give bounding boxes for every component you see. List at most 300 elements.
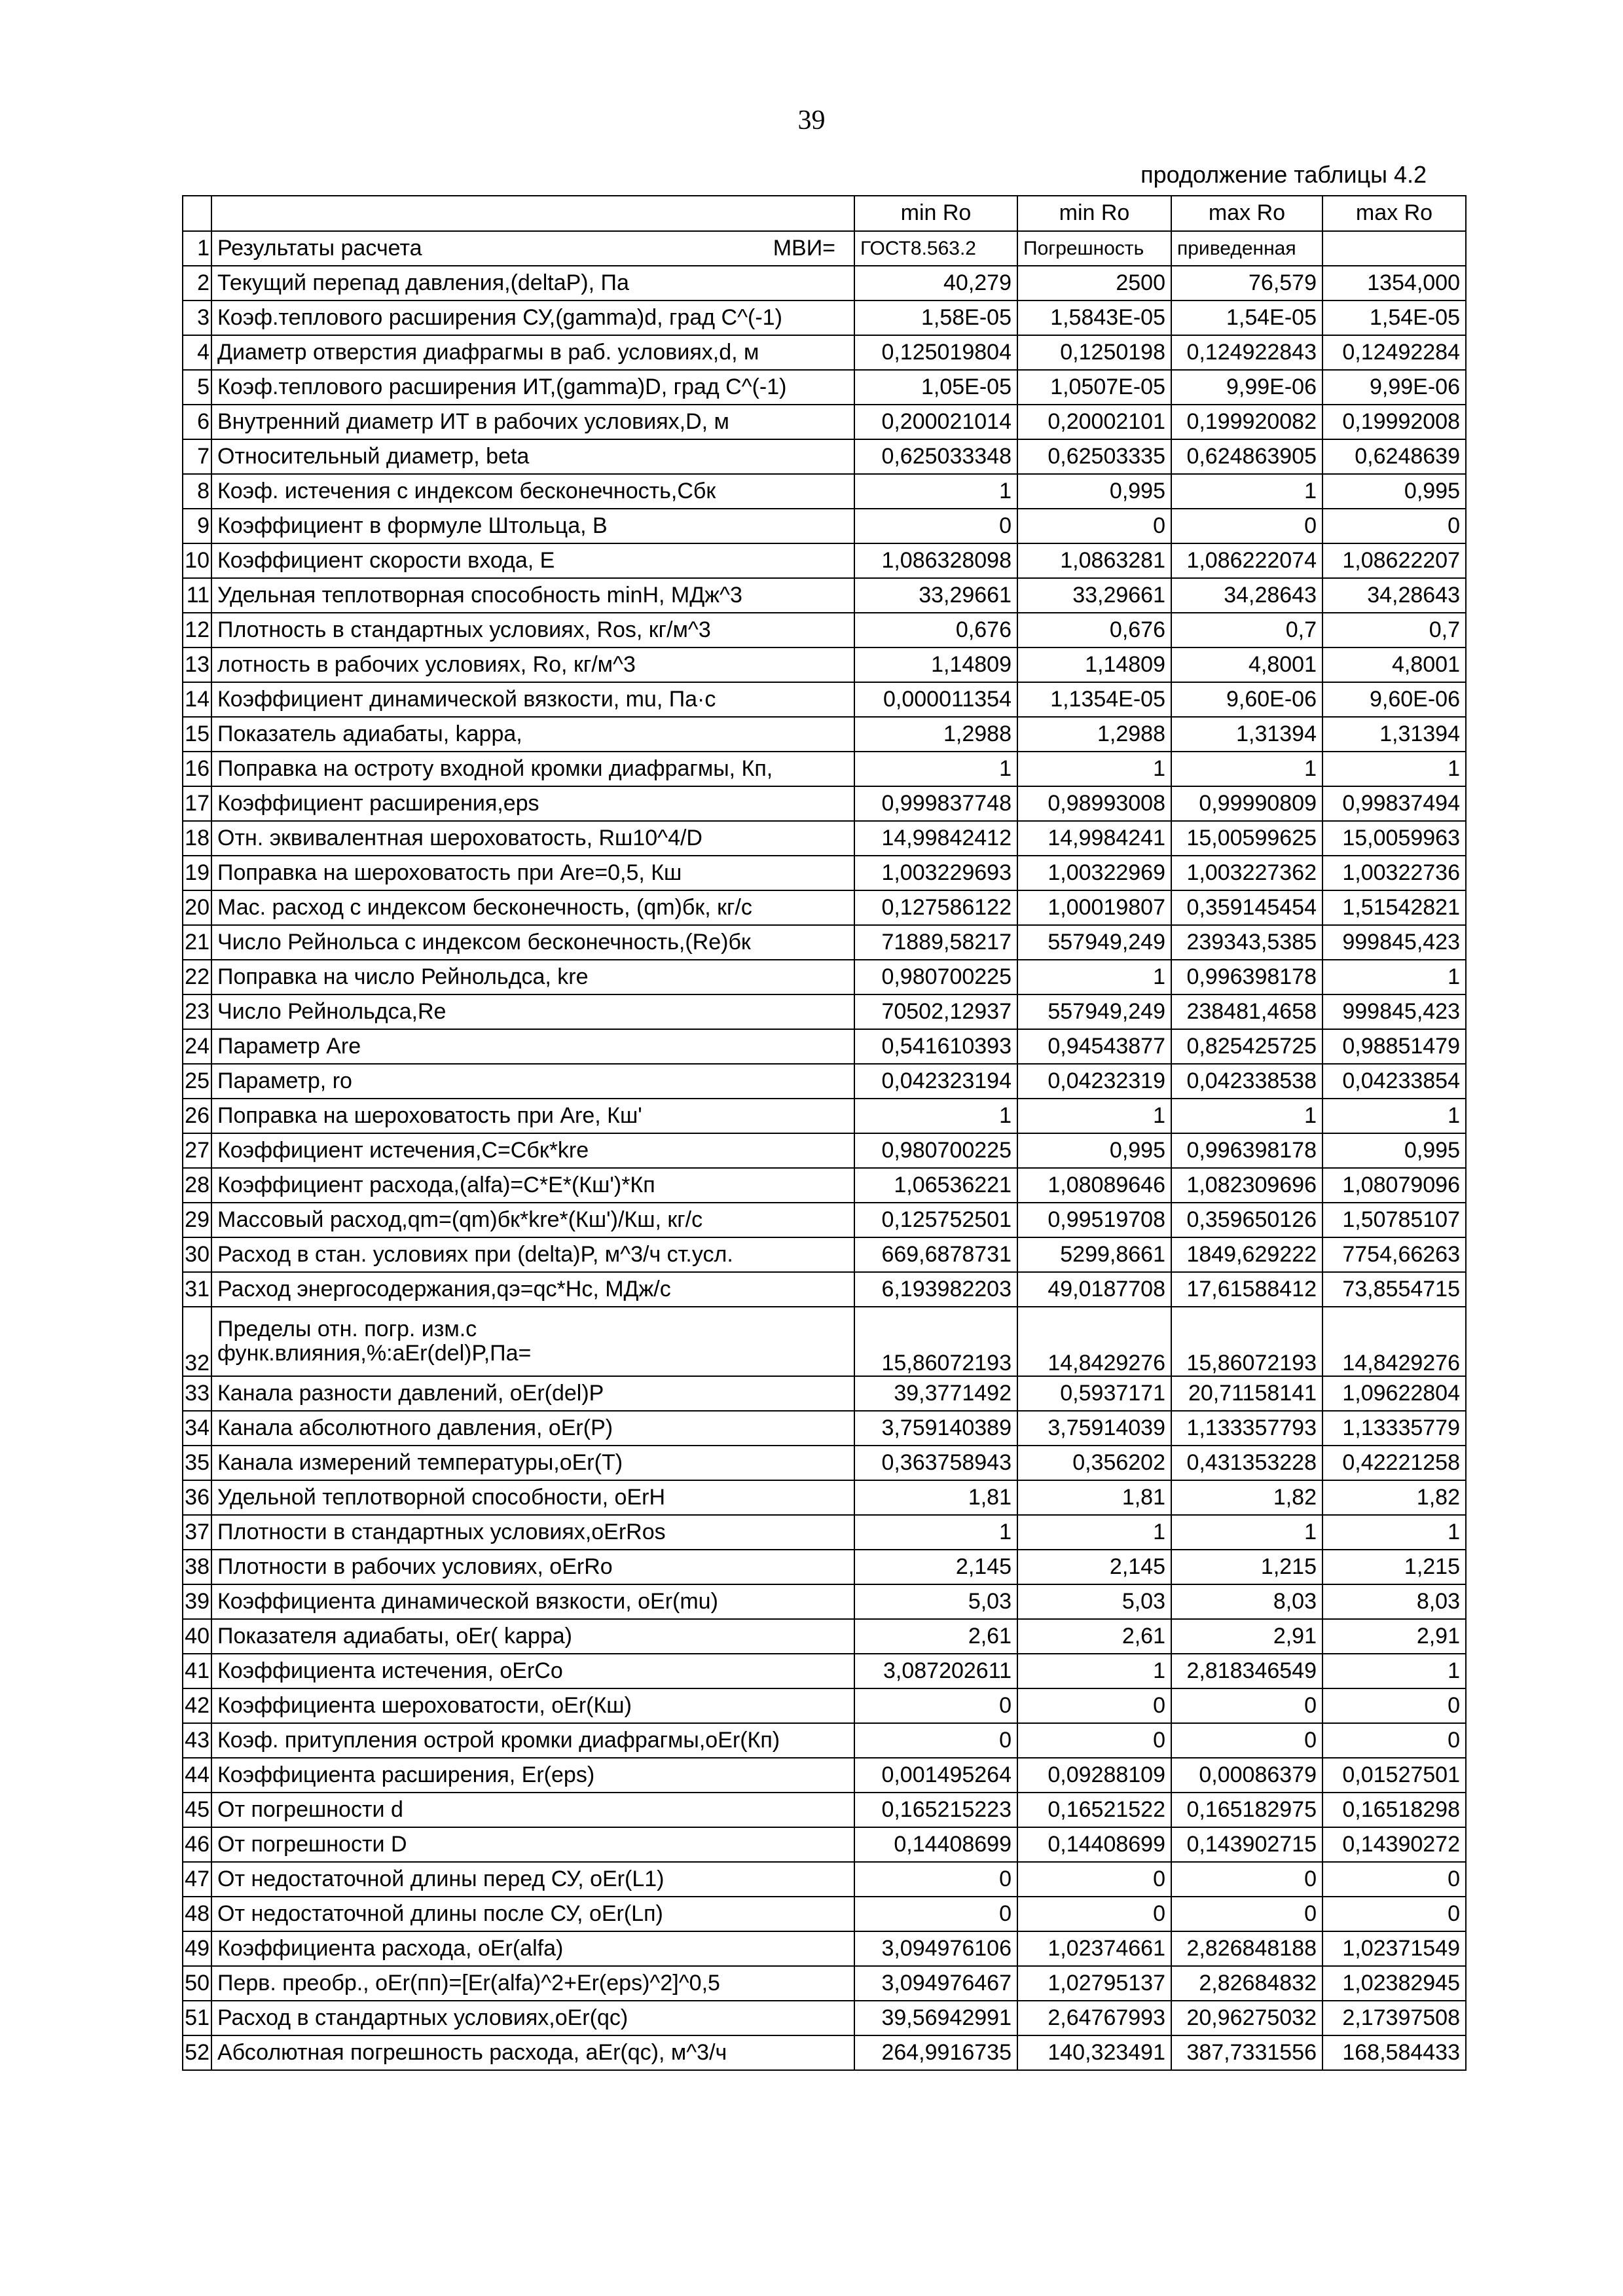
cell-value: 1,81 xyxy=(1017,1480,1171,1515)
cell-value: 2,818346549 xyxy=(1171,1654,1322,1688)
table-row xyxy=(183,1550,1466,1584)
cell-value: 1,58E-05 xyxy=(854,301,1017,335)
cell-value: 0 xyxy=(1171,1897,1322,1931)
cell-value: 1,02795137 xyxy=(1017,1966,1171,2001)
cell-value: 1 xyxy=(1017,1654,1171,1688)
row-number: 24 xyxy=(183,1029,211,1064)
cell-value: 0,124922843 xyxy=(1171,335,1322,370)
row-number: 36 xyxy=(183,1480,211,1515)
row-label: Расход энергосодержания,qэ=qc*Hc, МДж/с xyxy=(211,1272,854,1307)
row-label: Перв. преобр., oEr(пп)=[Er(alfa)^2+Er(eps)^2]^0,5 xyxy=(211,1966,854,2001)
row-number: 2 xyxy=(183,266,211,301)
row-number: 38 xyxy=(183,1550,211,1584)
cell-value: 0,625033348 xyxy=(854,439,1017,474)
table-header-row xyxy=(183,196,1466,231)
cell-value: 387,7331556 xyxy=(1171,2035,1322,2070)
row-number: 49 xyxy=(183,1931,211,1966)
row-number: 33 xyxy=(183,1376,211,1411)
cell-value: 1 xyxy=(1322,1654,1466,1688)
row-number: 27 xyxy=(183,1133,211,1168)
table-row xyxy=(183,1168,1466,1203)
cell-value: 1,00322736 xyxy=(1322,856,1466,890)
cell-value: 71889,58217 xyxy=(854,925,1017,960)
row-label: Плотности в стандартных условиях,oErRos xyxy=(211,1515,854,1550)
table-row xyxy=(183,1827,1466,1862)
row-label: Число Рейнольса с индексом бесконечность,(Re)бк xyxy=(211,925,854,960)
table-row xyxy=(183,786,1466,821)
row-label: Текущий перепад давления,(deltaP), Па xyxy=(211,266,854,301)
row-label: Поправка на шероховатость при Аrе=0,5, Кш xyxy=(211,856,854,890)
table-row xyxy=(183,1480,1466,1515)
table-row xyxy=(183,1029,1466,1064)
row-number: 11 xyxy=(183,578,211,613)
row-label: От погрешности d xyxy=(211,1793,854,1827)
row-label: Коэффициент расширения,eps xyxy=(211,786,854,821)
cell-value: 1,215 xyxy=(1322,1550,1466,1584)
cell-value: 0 xyxy=(1322,1723,1466,1758)
cell-value: 0,127586122 xyxy=(854,890,1017,925)
cell-value: 0,996398178 xyxy=(1171,1133,1322,1168)
cell-value: 0,676 xyxy=(854,613,1017,647)
cell-value: 264,9916735 xyxy=(854,2035,1017,2070)
header-blank-num xyxy=(183,196,211,231)
row-number: 12 xyxy=(183,613,211,647)
row-label-line: функ.влияния,%:aEr(del)P,Па= xyxy=(217,1341,532,1366)
row-label: От погрешности D xyxy=(211,1827,854,1862)
cell-value: 0,1250198 xyxy=(1017,335,1171,370)
cell-value: 0 xyxy=(1171,1688,1322,1723)
cell-value: 0,14408699 xyxy=(1017,1827,1171,1862)
cell-value: 1,215 xyxy=(1171,1550,1322,1584)
cell-value: 0 xyxy=(854,509,1017,543)
cell-value: 0,363758943 xyxy=(854,1446,1017,1480)
row-label: Относительный диаметр, beta xyxy=(211,439,854,474)
cell-value: 9,60E-06 xyxy=(1322,682,1466,717)
cell-value: 2,826848188 xyxy=(1171,1931,1322,1966)
cell-value: 1,5843E-05 xyxy=(1017,301,1171,335)
table-row xyxy=(183,543,1466,578)
row-label: Коэффициент расхода,(alfa)=C*E*(Кш')*Кп xyxy=(211,1168,854,1203)
cell-value: 0,7 xyxy=(1322,613,1466,647)
cell-value: приведенная xyxy=(1171,231,1322,266)
cell-value: 5,03 xyxy=(854,1584,1017,1619)
cell-value: 0,6248639 xyxy=(1322,439,1466,474)
cell-value: 0,09288109 xyxy=(1017,1758,1171,1793)
cell-value: 1,08622207 xyxy=(1322,543,1466,578)
cell-value: 1,086328098 xyxy=(854,543,1017,578)
row-label: Коэффициента истечения, oErCo xyxy=(211,1654,854,1688)
cell-value: 0 xyxy=(1322,1897,1466,1931)
table-row xyxy=(183,1897,1466,1931)
row-number: 6 xyxy=(183,405,211,439)
cell-value: 0,7 xyxy=(1171,613,1322,647)
row-number: 9 xyxy=(183,509,211,543)
table-row xyxy=(183,1619,1466,1654)
cell-value: 1 xyxy=(1017,960,1171,994)
cell-value: 1 xyxy=(1017,1515,1171,1550)
cell-value: 0,165182975 xyxy=(1171,1793,1322,1827)
table-row xyxy=(183,474,1466,509)
cell-value: 1,02374661 xyxy=(1017,1931,1171,1966)
cell-value: 2,145 xyxy=(854,1550,1017,1584)
cell-value: 1 xyxy=(854,752,1017,786)
cell-value: 2500 xyxy=(1017,266,1171,301)
cell-value: 1 xyxy=(1322,1099,1466,1133)
table-row xyxy=(183,1515,1466,1550)
table-row xyxy=(183,509,1466,543)
table-row xyxy=(183,821,1466,856)
cell-value: 7754,66263 xyxy=(1322,1237,1466,1272)
table-row xyxy=(183,439,1466,474)
row-number: 31 xyxy=(183,1272,211,1307)
cell-value: 0,200021014 xyxy=(854,405,1017,439)
row-label: От недостаточной длины после СУ, oEr(Lп) xyxy=(211,1897,854,1931)
row-label: Внутренний диаметр ИТ в рабочих условиях,D, м xyxy=(211,405,854,439)
cell-value: 239343,5385 xyxy=(1171,925,1322,960)
row-number: 17 xyxy=(183,786,211,821)
row-number: 25 xyxy=(183,1064,211,1099)
row-number: 5 xyxy=(183,370,211,405)
row-label: Коэф.теплового расширения СУ,(gamma)d, град С^(-1) xyxy=(211,301,854,335)
row-number: 3 xyxy=(183,301,211,335)
table-caption: продолжение таблицы 4.2 xyxy=(1140,161,1427,188)
cell-value xyxy=(1322,231,1466,266)
cell-value: 1 xyxy=(1017,1099,1171,1133)
cell-value: 1,50785107 xyxy=(1322,1203,1466,1237)
row-number: 4 xyxy=(183,335,211,370)
cell-value: 0 xyxy=(1171,509,1322,543)
cell-value: 3,75914039 xyxy=(1017,1411,1171,1446)
cell-value: 0,825425725 xyxy=(1171,1029,1322,1064)
cell-value: 1,00019807 xyxy=(1017,890,1171,925)
cell-value: 2,91 xyxy=(1322,1619,1466,1654)
row-label: Коэффициента шероховатости, oEr(Кш) xyxy=(211,1688,854,1723)
row-label: Коэффициента расхода, oEr(alfa) xyxy=(211,1931,854,1966)
cell-value: 1,54E-05 xyxy=(1171,301,1322,335)
cell-value: 14,99842412 xyxy=(854,821,1017,856)
table-row xyxy=(183,647,1466,682)
cell-value: 1 xyxy=(854,1099,1017,1133)
table-row xyxy=(183,578,1466,613)
cell-value: 2,145 xyxy=(1017,1550,1171,1584)
row-number: 28 xyxy=(183,1168,211,1203)
row-number: 19 xyxy=(183,856,211,890)
row-label: Поправка на остроту входной кромки диафрагмы, Кп, xyxy=(211,752,854,786)
row-number: 10 xyxy=(183,543,211,578)
cell-value: 1,08079096 xyxy=(1322,1168,1466,1203)
table-row xyxy=(183,1064,1466,1099)
cell-value: 0,16521522 xyxy=(1017,1793,1171,1827)
table-row xyxy=(183,335,1466,370)
row-number: 42 xyxy=(183,1688,211,1723)
cell-value: 0,980700225 xyxy=(854,1133,1017,1168)
cell-value: 2,61 xyxy=(1017,1619,1171,1654)
cell-value: 1,82 xyxy=(1171,1480,1322,1515)
row-number: 44 xyxy=(183,1758,211,1793)
cell-value: 1,1354E-05 xyxy=(1017,682,1171,717)
cell-value: 0 xyxy=(1171,1862,1322,1897)
row-label: Коэффициент скорости входа, Е xyxy=(211,543,854,578)
row-label: Коэффициент динамической вязкости, mu, Па·с xyxy=(211,682,854,717)
table-row xyxy=(183,1688,1466,1723)
row-label: Поправка на число Рейнольдса, kre xyxy=(211,960,854,994)
row-label xyxy=(211,231,854,266)
row-number: 7 xyxy=(183,439,211,474)
table-row xyxy=(183,1446,1466,1480)
row-number: 43 xyxy=(183,1723,211,1758)
header-blank-name xyxy=(211,196,854,231)
cell-value: 1,00322969 xyxy=(1017,856,1171,890)
cell-value: 0,62503335 xyxy=(1017,439,1171,474)
cell-value: 6,193982203 xyxy=(854,1272,1017,1307)
cell-value: 0,16518298 xyxy=(1322,1793,1466,1827)
table-row xyxy=(183,1237,1466,1272)
row-number: 48 xyxy=(183,1897,211,1931)
cell-value: 0,676 xyxy=(1017,613,1171,647)
cell-value: 0,541610393 xyxy=(854,1029,1017,1064)
cell-value: 1,0507E-05 xyxy=(1017,370,1171,405)
page-number: 39 xyxy=(797,105,826,136)
cell-value: 3,094976467 xyxy=(854,1966,1017,2001)
cell-value: 0,042323194 xyxy=(854,1064,1017,1099)
cell-value: 0,04232319 xyxy=(1017,1064,1171,1099)
cell-value: 0,14390272 xyxy=(1322,1827,1466,1862)
cell-value: 2,61 xyxy=(854,1619,1017,1654)
row-label: Коэффициента расширения, Er(eps) xyxy=(211,1758,854,1793)
cell-value: 557949,249 xyxy=(1017,994,1171,1029)
cell-value: 1 xyxy=(854,474,1017,509)
cell-value: 0,00086379 xyxy=(1171,1758,1322,1793)
row-label: Коэффициента динамической вязкости, oEr(mu) xyxy=(211,1584,854,1619)
table-row xyxy=(183,960,1466,994)
row-number: 20 xyxy=(183,890,211,925)
cell-value: 15,86072193 xyxy=(1171,1307,1322,1376)
cell-value: 39,3771492 xyxy=(854,1376,1017,1411)
cell-value: 73,8554715 xyxy=(1322,1272,1466,1307)
row-number: 29 xyxy=(183,1203,211,1237)
row-number: 8 xyxy=(183,474,211,509)
table-row xyxy=(183,682,1466,717)
row-label: лотность в рабочих условиях, Ro, кг/м^3 xyxy=(211,647,854,682)
cell-value: 1,003229693 xyxy=(854,856,1017,890)
cell-value: 15,00599625 xyxy=(1171,821,1322,856)
cell-value: 14,9984241 xyxy=(1017,821,1171,856)
cell-value: 1 xyxy=(1171,1515,1322,1550)
cell-value: 0 xyxy=(1017,1897,1171,1931)
table-row xyxy=(183,405,1466,439)
cell-value: Погрешность xyxy=(1017,231,1171,266)
row-number: 21 xyxy=(183,925,211,960)
cell-value: 33,29661 xyxy=(854,578,1017,613)
row-label: Канала абсолютного давления, oEr(P) xyxy=(211,1411,854,1446)
cell-value: 3,094976106 xyxy=(854,1931,1017,1966)
cell-value: 1 xyxy=(1322,752,1466,786)
cell-value: 5299,8661 xyxy=(1017,1237,1171,1272)
cell-value: 0,199920082 xyxy=(1171,405,1322,439)
cell-value: 8,03 xyxy=(1171,1584,1322,1619)
cell-value: 20,71158141 xyxy=(1171,1376,1322,1411)
cell-value: 1,133357793 xyxy=(1171,1411,1322,1446)
cell-value: 0,04233854 xyxy=(1322,1064,1466,1099)
cell-value: 1849,629222 xyxy=(1171,1237,1322,1272)
cell-value: 34,28643 xyxy=(1322,578,1466,613)
table-row xyxy=(183,925,1466,960)
cell-value: 0,14408699 xyxy=(854,1827,1017,1862)
cell-value: 1,086222074 xyxy=(1171,543,1322,578)
row-number: 50 xyxy=(183,1966,211,2001)
row-label: Коэф. истечения с индексом бесконечность,Сбк xyxy=(211,474,854,509)
row-number: 52 xyxy=(183,2035,211,2070)
cell-value: 0,143902715 xyxy=(1171,1827,1322,1862)
cell-value: 0,42221258 xyxy=(1322,1446,1466,1480)
cell-value: 0,356202 xyxy=(1017,1446,1171,1480)
row-label: Плотности в рабочих условиях, oErRo xyxy=(211,1550,854,1584)
cell-value: 3,759140389 xyxy=(854,1411,1017,1446)
cell-value: 1,06536221 xyxy=(854,1168,1017,1203)
table-row xyxy=(183,1966,1466,2001)
cell-value: 1 xyxy=(854,1515,1017,1550)
row-label: Поправка на шероховатость при Аrе, Кш' xyxy=(211,1099,854,1133)
cell-value: 557949,249 xyxy=(1017,925,1171,960)
cell-value: 0,995 xyxy=(1322,1133,1466,1168)
row-label: Показателя адиабаты, oEr( kappa) xyxy=(211,1619,854,1654)
results-table xyxy=(182,195,1467,2071)
cell-value: 0,995 xyxy=(1017,474,1171,509)
row-label: Коэффициент в формуле Штольца, В xyxy=(211,509,854,543)
table-row xyxy=(183,1376,1466,1411)
cell-value: 3,087202611 xyxy=(854,1654,1017,1688)
cell-value: 76,579 xyxy=(1171,266,1322,301)
cell-value: 0,94543877 xyxy=(1017,1029,1171,1064)
cell-value: 0,99519708 xyxy=(1017,1203,1171,1237)
cell-value: 1354,000 xyxy=(1322,266,1466,301)
cell-value: 14,8429276 xyxy=(1322,1307,1466,1376)
cell-value: 40,279 xyxy=(854,266,1017,301)
cell-value: 0,980700225 xyxy=(854,960,1017,994)
cell-value: 0,359650126 xyxy=(1171,1203,1322,1237)
cell-value: 1,81 xyxy=(854,1480,1017,1515)
table-row xyxy=(183,1793,1466,1827)
row-label: Расход в стан. условиях при (delta)P, м^3/ч ст.усл. xyxy=(211,1237,854,1272)
cell-value: 0,125019804 xyxy=(854,335,1017,370)
cell-value: 2,82684832 xyxy=(1171,1966,1322,2001)
cell-value: 9,99E-06 xyxy=(1171,370,1322,405)
cell-value: 8,03 xyxy=(1322,1584,1466,1619)
table-row xyxy=(183,1584,1466,1619)
cell-value: 1,02371549 xyxy=(1322,1931,1466,1966)
table-row xyxy=(183,856,1466,890)
cell-value: 669,6878731 xyxy=(854,1237,1017,1272)
row-number: 37 xyxy=(183,1515,211,1550)
cell-value: 0 xyxy=(854,1688,1017,1723)
row-label xyxy=(211,1307,854,1376)
row-label: Показатель адиабаты, kappa, xyxy=(211,717,854,752)
cell-value: 0,20002101 xyxy=(1017,405,1171,439)
cell-value: 1 xyxy=(1322,960,1466,994)
cell-value: 0,042338538 xyxy=(1171,1064,1322,1099)
column-header: max Ro xyxy=(1171,196,1322,231)
cell-value: ГОСТ8.563.2 xyxy=(854,231,1017,266)
cell-value: 1,82 xyxy=(1322,1480,1466,1515)
cell-value: 1,09622804 xyxy=(1322,1376,1466,1411)
table-row xyxy=(183,266,1466,301)
table-row xyxy=(183,370,1466,405)
cell-value: 4,8001 xyxy=(1171,647,1322,682)
cell-value: 9,99E-06 xyxy=(1322,370,1466,405)
row-number: 22 xyxy=(183,960,211,994)
cell-value: 0 xyxy=(1322,1862,1466,1897)
row-number: 15 xyxy=(183,717,211,752)
row-number: 13 xyxy=(183,647,211,682)
cell-value: 0 xyxy=(1322,509,1466,543)
table-row xyxy=(183,613,1466,647)
table-row xyxy=(183,2035,1466,2070)
cell-value: 0 xyxy=(854,1862,1017,1897)
cell-value: 0 xyxy=(854,1723,1017,1758)
row-label: Мас. расход с индексом бесконечность, (qm)бк, кг/с xyxy=(211,890,854,925)
cell-value: 238481,4658 xyxy=(1171,994,1322,1029)
cell-value: 0,12492284 xyxy=(1322,335,1466,370)
cell-value: 1,003227362 xyxy=(1171,856,1322,890)
cell-value: 0,99837494 xyxy=(1322,786,1466,821)
row-label: Удельная теплотворная способность minH, МДж^3 xyxy=(211,578,854,613)
cell-value: 0 xyxy=(1017,1723,1171,1758)
row-label: Абсолютная погрешность расхода, aEr(qc), м^3/ч xyxy=(211,2035,854,2070)
cell-value: 1 xyxy=(1017,752,1171,786)
row-number: 51 xyxy=(183,2001,211,2035)
row-label: Число Рейнольдса,Re xyxy=(211,994,854,1029)
row-number: 1 xyxy=(183,231,211,266)
cell-value: 14,8429276 xyxy=(1017,1307,1171,1376)
table-row xyxy=(183,1758,1466,1793)
cell-value: 33,29661 xyxy=(1017,578,1171,613)
row-number: 41 xyxy=(183,1654,211,1688)
cell-value: 4,8001 xyxy=(1322,647,1466,682)
table-row xyxy=(183,717,1466,752)
table-row xyxy=(183,890,1466,925)
cell-value: 70502,12937 xyxy=(854,994,1017,1029)
cell-value: 1,51542821 xyxy=(1322,890,1466,925)
table-row xyxy=(183,301,1466,335)
cell-value: 0,359145454 xyxy=(1171,890,1322,925)
row-number: 34 xyxy=(183,1411,211,1446)
row-label: От недостаточной длины перед СУ, oEr(L1) xyxy=(211,1862,854,1897)
cell-value: 0,01527501 xyxy=(1322,1758,1466,1793)
row-number: 23 xyxy=(183,994,211,1029)
cell-value: 140,323491 xyxy=(1017,2035,1171,2070)
cell-value: 1,13335779 xyxy=(1322,1411,1466,1446)
table-row xyxy=(183,1654,1466,1688)
cell-value: 1 xyxy=(1171,1099,1322,1133)
cell-value: 0,19992008 xyxy=(1322,405,1466,439)
cell-value: 999845,423 xyxy=(1322,994,1466,1029)
row-label-line: Пределы отн. погр. изм.с xyxy=(217,1316,477,1341)
row-number: 14 xyxy=(183,682,211,717)
column-header: max Ro xyxy=(1322,196,1466,231)
table-row xyxy=(183,1411,1466,1446)
row-label: Коэффициент истечения,С=Сбк*kre xyxy=(211,1133,854,1168)
cell-value: 1,05E-05 xyxy=(854,370,1017,405)
cell-value: 0 xyxy=(854,1897,1017,1931)
cell-value: 1 xyxy=(1171,752,1322,786)
cell-value: 9,60E-06 xyxy=(1171,682,1322,717)
cell-value: 2,91 xyxy=(1171,1619,1322,1654)
column-header: min Ro xyxy=(854,196,1017,231)
table-row xyxy=(183,994,1466,1029)
table-row xyxy=(183,231,1466,266)
table-row xyxy=(183,1272,1466,1307)
cell-value: 0,999837748 xyxy=(854,786,1017,821)
